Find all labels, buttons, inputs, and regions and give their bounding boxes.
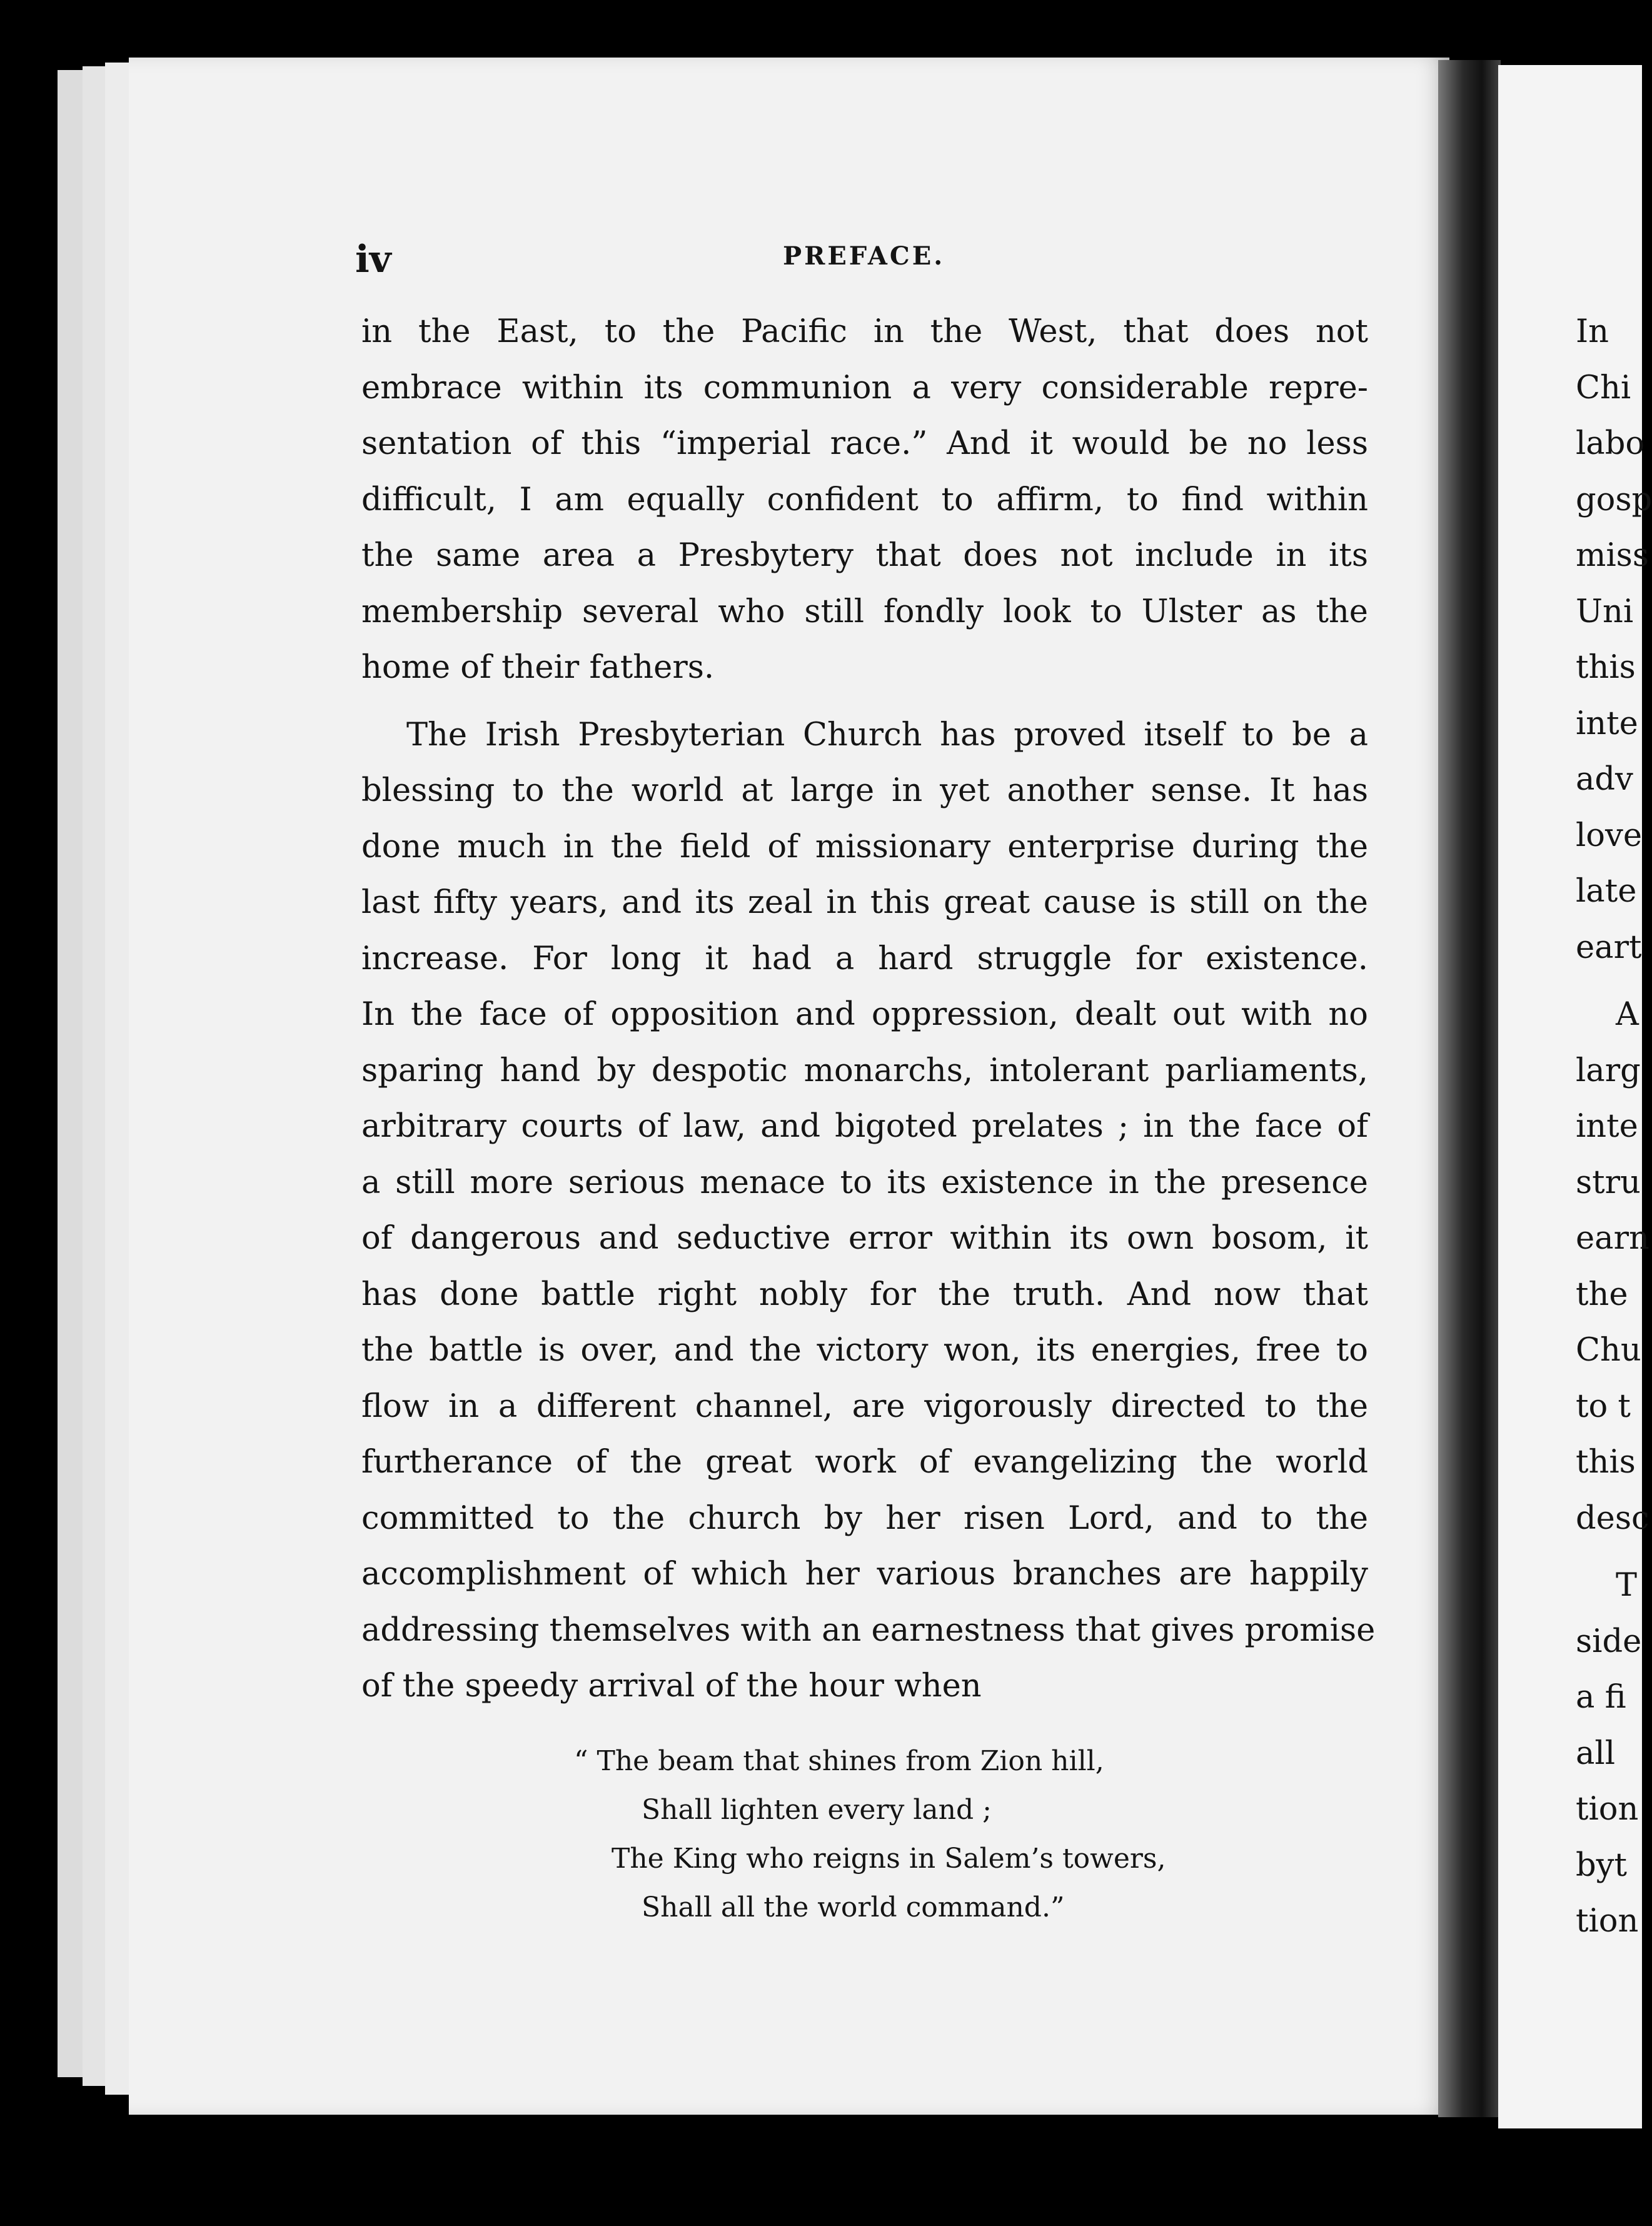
text-line: sentation of this “imperial race.” And it would be no less: [361, 425, 1368, 462]
text-line: in the East, to the Pacific in the West, that does not: [361, 313, 1368, 350]
text-line: In the face of opposition and oppression, dealt out with no: [361, 996, 1368, 1033]
text-line: difficult, I am equally confident to affirm, to find within: [361, 481, 1368, 518]
text-line: the same area a Presbytery that does not include in its: [361, 537, 1368, 574]
facing-text-fragment: miss: [1576, 537, 1649, 574]
text-line: sparing hand by despotic monarchs, intolerant parliaments,: [361, 1052, 1368, 1089]
facing-text-fragment: T: [1616, 1567, 1638, 1604]
facing-text-fragment: earn: [1576, 1220, 1649, 1257]
facing-text-fragment: Uni: [1576, 593, 1634, 630]
facing-text-fragment: all: [1576, 1735, 1616, 1772]
facing-text-fragment: adv: [1576, 761, 1633, 798]
verse-line: “ The beam that shines from Zion hill,: [574, 1745, 1104, 1777]
text-line: has done battle right nobly for the truth. And now that: [361, 1276, 1368, 1313]
text-line: increase. For long it had a hard struggle for existence.: [361, 940, 1368, 977]
text-line: of dangerous and seductive error within its own bosom, it: [361, 1220, 1368, 1257]
facing-text-fragment: this: [1576, 1444, 1636, 1481]
facing-text-fragment: A: [1616, 996, 1639, 1033]
body-text: [361, 304, 1376, 1715]
facing-text-fragment: late: [1576, 873, 1637, 910]
facing-text-fragment: desc: [1576, 1499, 1649, 1537]
verse-quotation: [574, 1737, 1199, 1932]
facing-text-fragment: to t: [1576, 1387, 1631, 1425]
facing-text-fragment: Chu: [1576, 1332, 1641, 1369]
facing-text-fragment: gosp: [1576, 481, 1652, 518]
verse-line: Shall all the world command.”: [642, 1891, 1065, 1923]
text-line: accomplishment of which her various branches are happily: [361, 1556, 1368, 1593]
facing-text-fragment: byt: [1576, 1846, 1627, 1884]
facing-text-fragment: Chi: [1576, 369, 1631, 406]
facing-text-fragment: tion: [1576, 1791, 1639, 1828]
book-gutter: [1438, 60, 1501, 2117]
text-line: the battle is over, and the victory won, its energies, free to: [361, 1332, 1368, 1369]
facing-text-fragment: a fi: [1576, 1679, 1626, 1716]
text-line: flow in a different channel, are vigorously directed to the: [361, 1387, 1368, 1425]
facing-text-fragment: inte: [1576, 705, 1638, 742]
facing-text-fragment: inte: [1576, 1108, 1638, 1145]
text-line: last fifty years, and its zeal in this great cause is still on the: [361, 884, 1368, 921]
running-head: PREFACE.: [783, 241, 945, 271]
text-line: embrace within its communion a very considerable repre-: [361, 369, 1368, 406]
text-line: done much in the field of missionary enterprise during the: [361, 828, 1368, 865]
verse-line: The King who reigns in Salem’s towers,: [612, 1843, 1166, 1875]
text-line: addressing themselves with an earnestness that gives promise: [361, 1611, 1376, 1649]
text-line: arbitrary courts of law, and bigoted prelates ; in the face of: [361, 1108, 1368, 1145]
facing-text-fragment: side: [1576, 1623, 1642, 1660]
text-line: home of their fathers.: [361, 649, 715, 686]
facing-text-fragment: this: [1576, 649, 1636, 686]
facing-text-fragment: larg: [1576, 1052, 1641, 1089]
text-line: blessing to the world at large in yet another sense. It has: [361, 772, 1368, 809]
verse-line: Shall lighten every land ;: [642, 1794, 992, 1826]
facing-text-fragment: labo: [1576, 425, 1645, 462]
facing-text-fragment: eart: [1576, 929, 1642, 966]
facing-text-fragment: love: [1576, 817, 1643, 854]
facing-text-fragment: the: [1576, 1276, 1628, 1313]
text-line: The Irish Presbyterian Church has proved itself to be a: [406, 716, 1368, 753]
facing-text-fragment: stru: [1576, 1164, 1641, 1201]
text-line: committed to the church by her risen Lord, and to the: [361, 1499, 1368, 1537]
text-line: furtherance of the great work of evangelizing the world: [361, 1444, 1368, 1481]
text-line: of the speedy arrival of the hour when: [361, 1668, 982, 1705]
text-line: membership several who still fondly look to Ulster as the: [361, 593, 1368, 630]
text-line: a still more serious menace to its existence in the presence: [361, 1164, 1368, 1201]
page-number: iv: [355, 238, 391, 281]
facing-text-fragment: tion: [1576, 1903, 1639, 1940]
facing-text-fragment: In: [1576, 313, 1609, 350]
facing-page-text: [1576, 304, 1651, 1950]
